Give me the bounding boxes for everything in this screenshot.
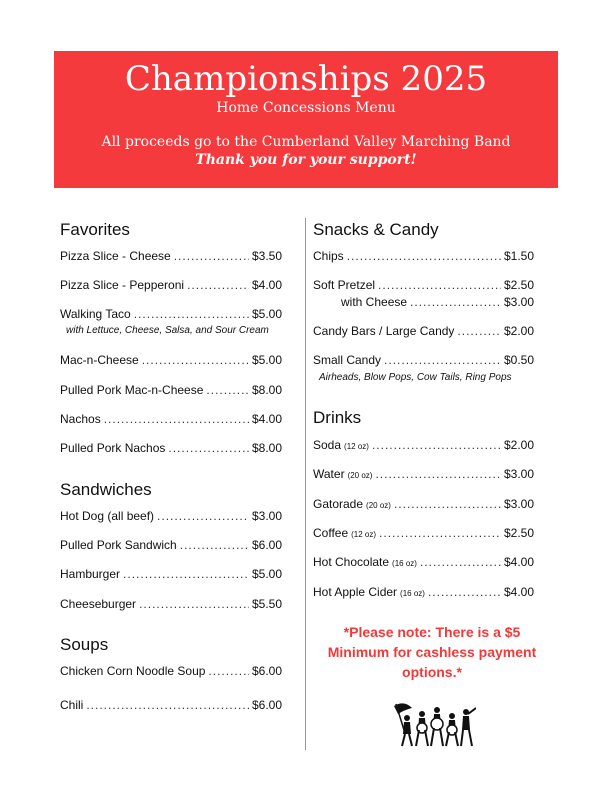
item-price: $6.00 (251, 538, 282, 552)
menu-item (313, 352, 534, 368)
menu-item (313, 437, 534, 455)
item-name: Cheeseburger (60, 597, 137, 611)
leader-dots (384, 352, 501, 368)
item-price: $4.00 (503, 585, 534, 599)
leader-dots (420, 554, 501, 570)
item-price: $5.00 (251, 307, 282, 321)
section-heading-sandwiches: Sandwiches (60, 480, 152, 499)
item-price: $0.50 (503, 353, 534, 367)
item-price: $1.50 (503, 249, 534, 263)
leader-dots (208, 663, 249, 679)
item-name: with Cheese (341, 295, 408, 309)
leader-dots (410, 294, 501, 310)
item-name: Coffee (313, 526, 349, 540)
item-name: Pizza Slice - Pepperoni (60, 278, 185, 292)
cashless-notice: *Please note: There is a $5 Minimum for cashless payment options.* (327, 624, 537, 680)
leader-dots (187, 277, 249, 293)
item-name: Soft Pretzel (313, 278, 376, 292)
menu-item (313, 584, 534, 602)
menu-item (313, 554, 534, 572)
item-size: (20 oz) (347, 471, 373, 480)
item-note: Airheads, Blow Pops, Cow Tails, Ring Pops (319, 372, 512, 383)
menu-item (313, 525, 534, 543)
item-name: Nachos (60, 412, 101, 426)
leader-dots (347, 248, 501, 264)
leader-dots (206, 382, 249, 398)
leader-dots (379, 525, 501, 541)
section-heading-drinks: Drinks (313, 408, 362, 427)
item-price: $3.00 (503, 497, 534, 511)
leader-dots (104, 411, 249, 427)
leader-dots (142, 352, 249, 368)
item-price: $2.00 (503, 438, 534, 452)
item-name: Pulled Pork Sandwich (60, 538, 177, 552)
menu-item (60, 306, 282, 322)
leader-dots (174, 248, 249, 264)
item-name: Hot Chocolate (313, 555, 390, 569)
page-subtitle: Home Concessions Menu (216, 100, 396, 116)
column-divider (305, 218, 306, 750)
menu-item (60, 537, 282, 553)
menu-item (60, 411, 282, 427)
item-note: with Lettuce, Cheese, Salsa, and Sour Cream (66, 325, 269, 336)
leader-dots (157, 508, 249, 524)
item-size: (12 oz) (351, 530, 377, 539)
leader-dots (378, 277, 501, 293)
menu-item (60, 566, 282, 582)
leader-dots (375, 466, 501, 482)
item-price: $5.00 (251, 353, 282, 367)
item-name: Hot Apple Cider (313, 585, 398, 599)
item-price: $5.00 (251, 567, 282, 581)
item-price: $3.50 (251, 249, 282, 263)
menu-item (60, 596, 282, 612)
menu-item (60, 440, 282, 456)
section-heading-soups: Soups (60, 635, 109, 654)
menu-item (60, 352, 282, 368)
item-name: Mac-n-Cheese (60, 353, 139, 367)
menu-item (313, 277, 534, 293)
item-price: $5.50 (251, 597, 282, 611)
menu-item (60, 248, 282, 264)
leader-dots (134, 306, 249, 322)
leader-dots (372, 437, 501, 453)
item-name: Chips (313, 249, 344, 263)
item-size: (16 oz) (392, 559, 417, 568)
item-name: Small Candy (313, 353, 382, 367)
leader-dots (86, 697, 249, 713)
item-name: Gatorade (313, 497, 364, 511)
leader-dots (428, 584, 501, 600)
menu-item (60, 697, 282, 713)
menu-item (313, 294, 534, 310)
item-name: Candy Bars / Large Candy (313, 324, 455, 338)
item-price: $3.00 (251, 509, 282, 523)
leader-dots (394, 496, 501, 512)
item-name: Chili (60, 698, 84, 712)
menu-item (313, 496, 534, 514)
menu-item (313, 323, 534, 339)
item-price: $4.00 (251, 412, 282, 426)
item-name: Water (313, 467, 345, 481)
section-heading-favorites: Favorites (60, 220, 130, 239)
menu-item (60, 277, 282, 293)
menu-item (60, 663, 282, 679)
menu-item (60, 508, 282, 524)
item-name: Hamburger (60, 567, 121, 581)
section-heading-snacks: Snacks & Candy (313, 220, 439, 239)
leader-dots (168, 440, 249, 456)
item-price: $8.00 (251, 383, 282, 397)
item-size: (20 oz) (366, 501, 391, 510)
marching-band-silhouette-icon (390, 700, 476, 748)
item-name: Hot Dog (all beef) (60, 509, 155, 523)
item-price: $4.00 (251, 278, 282, 292)
item-size: (12 oz) (344, 442, 369, 451)
leader-dots (123, 566, 249, 582)
leader-dots (139, 596, 249, 612)
item-name: Chicken Corn Noodle Soup (60, 664, 206, 678)
leader-dots (180, 537, 249, 553)
item-name: Soda (313, 438, 342, 452)
menu-item (313, 248, 534, 264)
page-title: Championships 2025 (124, 59, 488, 99)
item-price: $2.50 (503, 278, 534, 292)
proceeds-line: All proceeds go to the Cumberland Valley Marching Band (101, 134, 511, 150)
item-price: $3.00 (503, 295, 534, 309)
item-name: Pulled Pork Mac-n-Cheese (60, 383, 204, 397)
menu-item (60, 382, 282, 398)
item-price: $2.00 (503, 324, 534, 338)
item-price: $6.00 (251, 664, 282, 678)
item-name: Pizza Slice - Cheese (60, 249, 171, 263)
menu-item (313, 466, 534, 484)
item-name: Pulled Pork Nachos (60, 441, 166, 455)
header-banner (54, 51, 558, 188)
thanks-line: Thank you for your support! (195, 152, 417, 168)
item-size: (16 oz) (400, 589, 425, 598)
item-name: Walking Taco (60, 307, 131, 321)
item-price: $3.00 (503, 467, 534, 481)
item-price: $6.00 (251, 698, 282, 712)
item-price: $2.50 (503, 526, 534, 540)
leader-dots (457, 323, 501, 339)
item-price: $8.00 (251, 441, 282, 455)
item-price: $4.00 (503, 555, 534, 569)
